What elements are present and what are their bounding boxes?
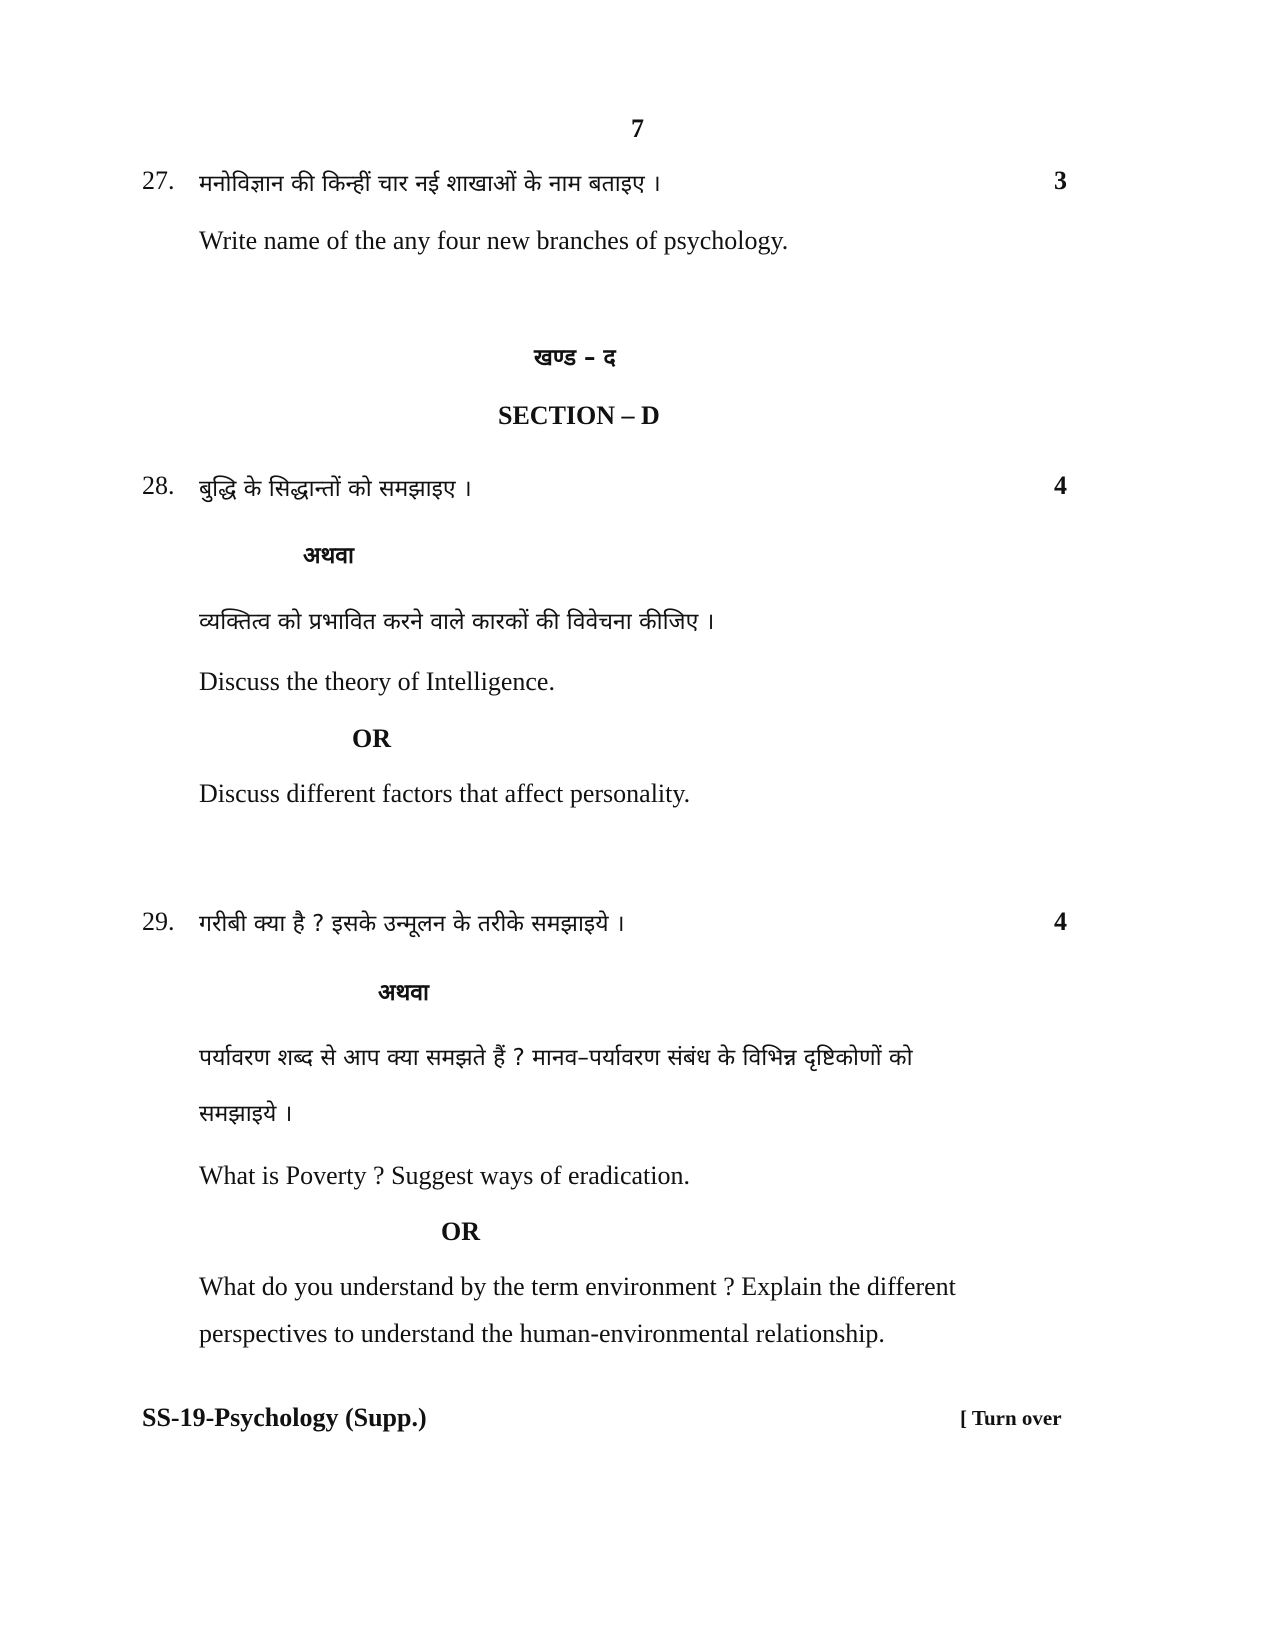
q28-hindi: बुद्धि के सिद्धान्तों को समझाइए ।	[199, 476, 472, 502]
q28-marks: 4	[1054, 471, 1067, 500]
q29-marks: 4	[1054, 907, 1067, 936]
q29-or-hindi: अथवा	[378, 980, 430, 1006]
q29-hindi: गरीबी क्या है ? इसके उन्मूलन के तरीके समझाइये ।	[199, 911, 625, 937]
q28-alt-english: Discuss different factors that affect personality.	[199, 779, 691, 808]
q29-alt-hindi-line2: समझाइये ।	[199, 1101, 293, 1127]
page-number: 7	[631, 114, 644, 143]
footer-turn-over: [ Turn over	[960, 1406, 1062, 1430]
q28-or-english: OR	[352, 724, 391, 753]
q29-alt-hindi-line1: पर्यावरण शब्द से आप क्या समझते हैं ? मानव–पर्यावरण संबंध के विभिन्न दृष्टिकोणों को	[199, 1045, 913, 1071]
q29-number: 29.	[142, 907, 175, 936]
q29-english: What is Poverty ? Suggest ways of eradication.	[199, 1161, 690, 1190]
q29-alt-english-line2: perspectives to understand the human-environmental relationship.	[199, 1319, 885, 1348]
q27-marks: 3	[1054, 166, 1067, 195]
section-heading-english: SECTION – D	[498, 401, 660, 430]
q29-alt-english-line1: What do you understand by the term environment ? Explain the different	[199, 1272, 956, 1301]
q28-number: 28.	[142, 471, 175, 500]
q28-english: Discuss the theory of Intelligence.	[199, 667, 555, 696]
footer-paper-code: SS-19-Psychology (Supp.)	[142, 1403, 427, 1432]
q27-hindi: मनोविज्ञान की किन्हीं चार नई शाखाओं के नाम बताइए ।	[199, 171, 661, 197]
section-heading-hindi: खण्ड – द	[534, 345, 616, 371]
q27-number: 27.	[142, 166, 175, 195]
q28-alt-hindi: व्यक्तित्व को प्रभावित करने वाले कारकों की विवेचना कीजिए ।	[199, 609, 715, 635]
q27-english: Write name of the any four new branches of psychology.	[199, 226, 789, 255]
q29-or-english: OR	[441, 1217, 480, 1246]
q28-or-hindi: अथवा	[303, 543, 355, 569]
